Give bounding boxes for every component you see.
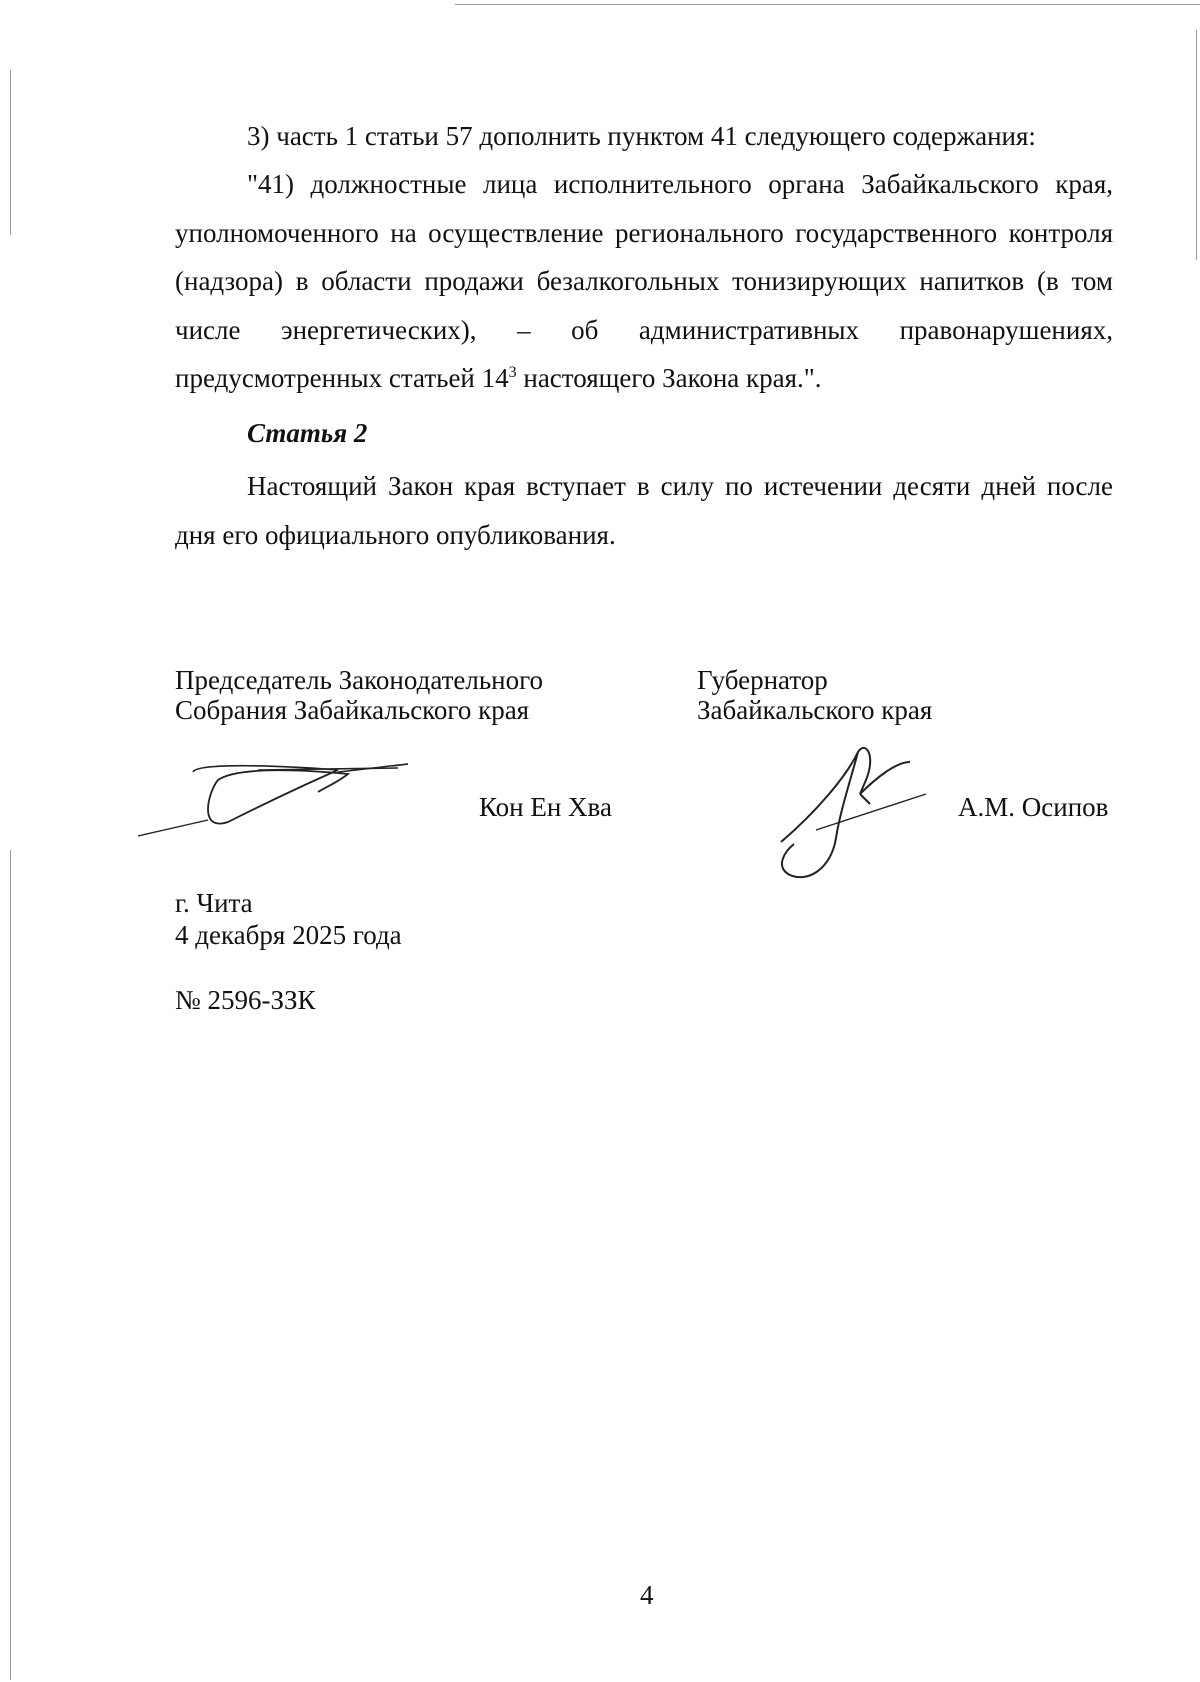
date: 4 декабря 2025 года	[175, 920, 402, 950]
scan-edge-top	[455, 4, 1200, 5]
item3-lead: 3) часть 1 статьи 57 дополнить пунктом 41 следующего содержания:	[247, 121, 1036, 151]
right-signature-image	[776, 742, 936, 892]
page-number: 4	[640, 1580, 654, 1610]
city: г. Чита	[175, 888, 253, 918]
law-number: № 2596-ЗЗК	[175, 985, 316, 1015]
article-2-text: Настоящий Закон края вступает в силу по истечении десяти дней после дня его официального опубликования.	[175, 471, 1113, 550]
item41-superscript: 3	[508, 364, 517, 381]
left-signature-image	[138, 752, 418, 842]
item41-end: настоящего Закона края.".	[516, 363, 822, 393]
item41-paragraph	[175, 160, 1113, 403]
right-signatory-title-1: Губернатор	[697, 665, 828, 695]
item41-text: "41) должностные лица исполнительного органа Забайкальского края, уполномоченного на осуществление регионального государственного контроля (надзора) в области продажи безалкогольных тонизирующих напитков (в том числе энергетических), – об административных правонарушениях, предусмотренных статьей 14	[175, 169, 1113, 393]
left-signatory-title-2: Собрания Забайкальского края	[175, 695, 530, 725]
left-signatory-title-1: Председатель Законодательного	[175, 665, 544, 695]
article-2-heading: Статья 2	[247, 418, 368, 448]
scan-edge-left	[10, 70, 11, 235]
left-signatory-name: Кон Ен Хва	[479, 792, 612, 822]
right-signatory-title-2: Забайкальского края	[697, 695, 933, 725]
scan-edge-right	[1196, 30, 1197, 260]
right-signatory-name: А.М. Осипов	[958, 792, 1109, 822]
scan-edge-left-2	[10, 850, 11, 1680]
